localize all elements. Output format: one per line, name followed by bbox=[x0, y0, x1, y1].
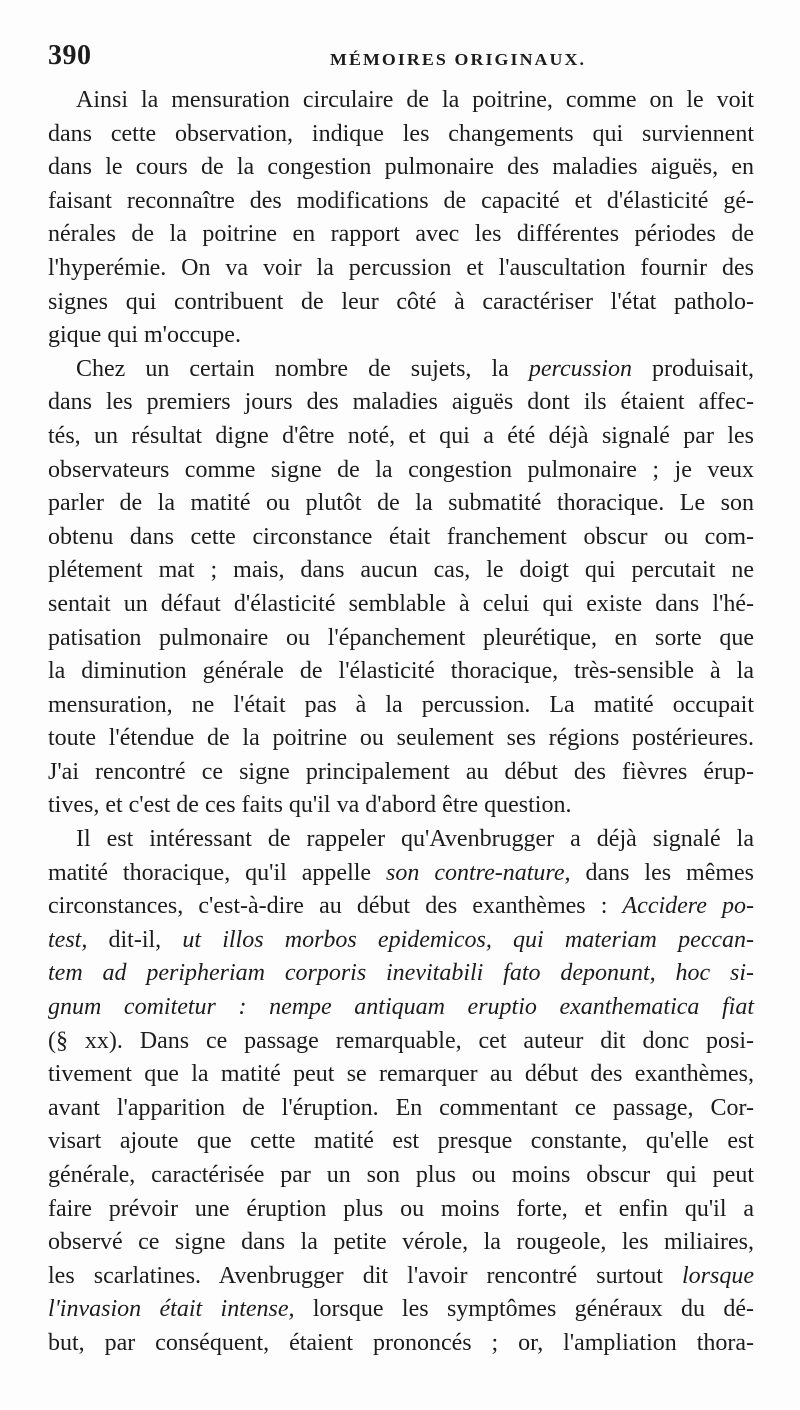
text-line: mensuration, ne l'était pas à la percussion. La matité occupait bbox=[48, 691, 754, 718]
text-run: dans les mêmes bbox=[585, 859, 755, 886]
page-header bbox=[48, 40, 760, 80]
text-line: tés, un résultat digne d'être noté, et qui a été déjà signalé par les bbox=[48, 422, 754, 449]
italic-term: l'invasion était intense, bbox=[48, 1296, 295, 1323]
text-line: gique qui m'occupe. bbox=[48, 322, 241, 349]
text-line bbox=[48, 353, 754, 387]
text-line: dans cette observation, indique les changements qui surviennent bbox=[48, 120, 754, 147]
italic-term: son contre-nature, bbox=[386, 859, 571, 886]
italic-term: lorsque bbox=[682, 1262, 754, 1289]
text-run: Chez un certain nombre de sujets, la bbox=[76, 355, 509, 382]
text-line: observateurs comme signe de la congestion pulmonaire ; je veux bbox=[48, 456, 754, 483]
text-run: dit-il, bbox=[108, 926, 162, 953]
text-line: parler de la matité ou plutôt de la submatité thoracique. Le son bbox=[48, 490, 754, 517]
page-number: 390 bbox=[48, 40, 92, 71]
italic-term: percussion bbox=[528, 355, 632, 382]
text-run: matité thoracique, qu'il appelle bbox=[48, 859, 372, 886]
running-head: MÉMOIRES ORIGINAUX. bbox=[330, 50, 587, 69]
text-line: toute l'étendue de la poitrine ou seulement ses régions postérieures. bbox=[48, 725, 754, 752]
latin-quote: Accidere po- bbox=[622, 893, 754, 920]
latin-quote: ut illos morbos epidemicos, qui materiam peccan- bbox=[182, 926, 755, 953]
text-line: faire prévoir une éruption plus ou moins forte, et enfin qu'il a bbox=[48, 1195, 754, 1222]
text-line: tives, et c'est de ces faits qu'il va d'abord être question. bbox=[48, 792, 572, 819]
text-line: la diminution générale de l'élasticité thoracique, très-sensible à la bbox=[48, 658, 754, 685]
text-line: faisant reconnaître des modifications de capacité et d'élasticité gé- bbox=[48, 187, 754, 214]
text-line bbox=[48, 857, 754, 891]
text-line: sentait un défaut d'élasticité semblable à celui qui existe dans l'hé- bbox=[48, 590, 754, 617]
text-line: plétement mat ; mais, dans aucun cas, le doigt qui percutait ne bbox=[48, 557, 754, 584]
text-line: tivement que la matité peut se remarquer au début des exanthèmes, bbox=[48, 1061, 754, 1088]
text-line bbox=[48, 924, 754, 958]
text-line bbox=[48, 1293, 754, 1327]
text-line bbox=[48, 890, 754, 924]
text-run: les scarlatines. Avenbrugger dit l'avoir rencontré surtout bbox=[48, 1262, 663, 1289]
body-text bbox=[48, 84, 754, 1361]
text-line: nérales de la poitrine en rapport avec les différentes périodes de bbox=[48, 221, 754, 248]
text-run: lorsque les symptômes généraux du dé- bbox=[312, 1296, 754, 1323]
text-line bbox=[48, 1260, 754, 1294]
text-line: but, par conséquent, étaient prononcés ; or, l'ampliation thora- bbox=[48, 1329, 754, 1356]
text-run: circonstances, c'est-à-dire au début des exanthèmes : bbox=[48, 893, 608, 920]
text-line: J'ai rencontré ce signe principalement au début des fièvres érup- bbox=[48, 758, 754, 785]
text-line: l'hyperémie. On va voir la percussion et l'auscultation fournir des bbox=[48, 254, 754, 281]
text-run: produisait, bbox=[652, 355, 754, 382]
text-line: patisation pulmonaire ou l'épanchement pleurétique, en sorte que bbox=[48, 624, 754, 651]
text-line: dans le cours de la congestion pulmonaire des maladies aiguës, en bbox=[48, 154, 754, 181]
text-line: visart ajoute que cette matité est presque constante, qu'elle est bbox=[48, 1128, 754, 1155]
text-line: Il est intéressant de rappeler qu'Avenbrugger a déjà signalé la bbox=[76, 826, 754, 853]
text-line: obtenu dans cette circonstance était franchement obscur ou com- bbox=[48, 523, 754, 550]
text-line: signes qui contribuent de leur côté à caractériser l'état patholo- bbox=[48, 288, 754, 315]
text-line: avant l'apparition de l'éruption. En commentant ce passage, Cor- bbox=[48, 1094, 754, 1121]
text-line: générale, caractérisée par un son plus ou moins obscur qui peut bbox=[48, 1162, 754, 1188]
text-line: Ainsi la mensuration circulaire de la poitrine, comme on le voit bbox=[76, 87, 754, 113]
latin-quote-line: tem ad peripheriam corporis inevitabili fato deponunt, hoc si- bbox=[48, 960, 754, 987]
text-line: (§ xx). Dans ce passage remarquable, cet auteur dit donc posi- bbox=[48, 1027, 754, 1054]
text-line: observé ce signe dans la petite vérole, la rougeole, les miliaires, bbox=[48, 1229, 754, 1256]
text-line: dans les premiers jours des maladies aiguës dont ils étaient affec- bbox=[48, 389, 754, 416]
latin-quote-line: gnum comitetur : nempe antiquam eruptio exanthematica fiat bbox=[48, 994, 754, 1021]
latin-quote: test, bbox=[48, 926, 88, 953]
